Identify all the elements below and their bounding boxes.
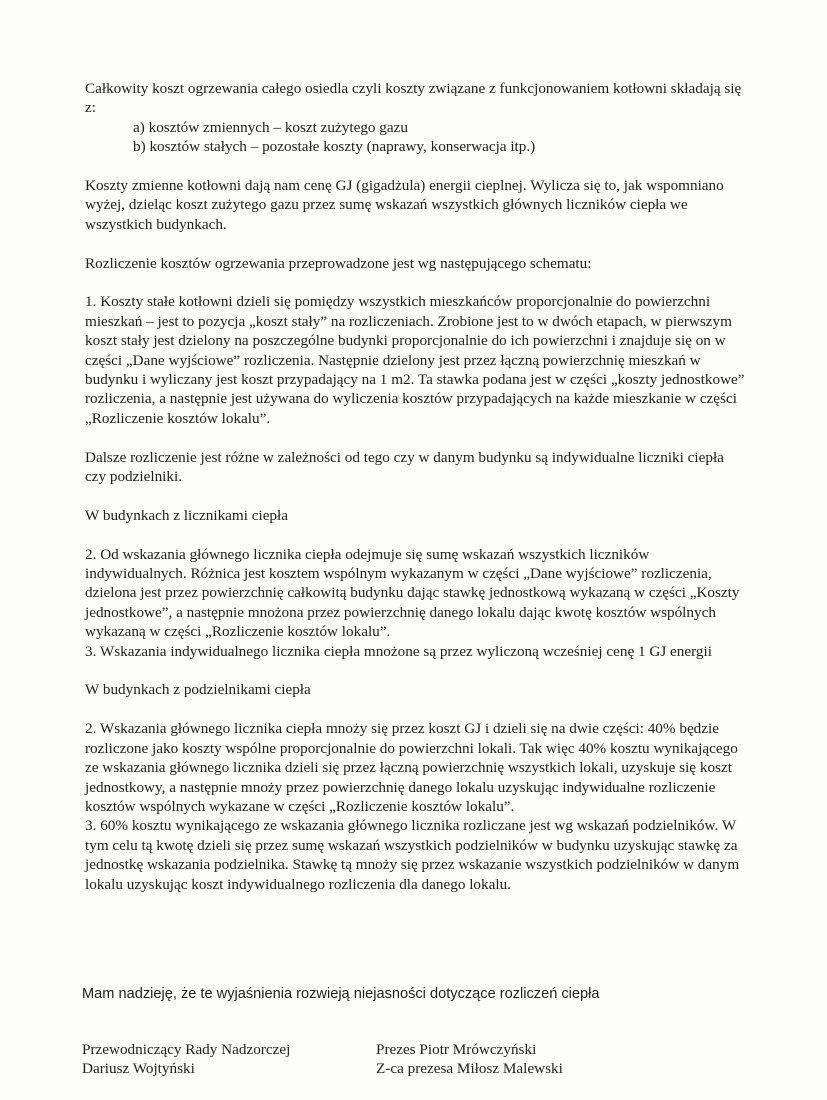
document-body xyxy=(85,79,745,894)
closing-sentence: Mam nadzieję, że te wyjaśnienia rozwieją niejasności dotyczące rozliczeń ciepła xyxy=(82,986,600,1002)
signature-left-title: Przewodniczący Rady Nadzorczej xyxy=(82,1041,291,1058)
signature-right xyxy=(376,1040,676,1078)
list-item-variable-costs: a) kosztów zmiennych – koszt zużytego gazu xyxy=(133,118,408,136)
meters-point-3: 3. Wskazania indywidualnego licznika ciepła mnożone są przez wyliczoną wcześniej cenę 1 GJ energii xyxy=(85,642,712,660)
schema-intro-paragraph: Rozliczenie kosztów ogrzewania przeprowadzone jest wg następującego schematu: xyxy=(85,254,592,272)
meters-section-heading: W budynkach z licznikami ciepła xyxy=(85,506,288,524)
fixed-costs-paragraph: 1. Koszty stałe kotłowni dzieli się pomiędzy wszystkich mieszkańców proporcjonalnie do powierzchni mieszkań – jest to pozycja „koszt stały” na rozliczeniach. Zrobione jest to w dwóch etapach, w pierwszym koszt stały jest dzielony na poszczególne budynki proporcjonalnie do ich powierzchni i znajduje się on w części „Dane wyjściowe” rozliczenia. Następnie dzielony jest przez łączną powierzchnię mieszkań w budynku i wyliczany jest koszt przypadający na 1 m2. Ta stawka podana jest w części „koszty jednostkowe” rozliczenia, a następnie jest używana do wyliczenia kosztów przypadających na każde mieszkanie w części „Rozliczenie kosztów lokalu”. xyxy=(85,293,745,427)
dividers-point-3: 3. 60% kosztu wynikającego ze wskazania głównego licznika rozliczane jest wg wskazań podzielników. W tym celu tą kwotę dzieli się przez sumę wskazań wszystkich podzielników w budynku uzyskując stawkę za jednostkę wskazania podzielnika. Stawkę tą mnoży się przez wskazanie wszystkich podzielników w danym lokalu uzyskując koszt indywidualnego rozliczenia dla danego lokalu. xyxy=(85,817,740,893)
meters-point-2: 2. Od wskazania głównego licznika ciepła odejmuje się sumę wskazań wszystkich liczników indywidualnych. Różnica jest kosztem wspólnym wykazanym w części „Dane wyjściowe” rozliczenia, dzielona jest przez powierzchnię całkowitą budynku dając stawkę jednostkową wykazaną w części „Koszty jednostkowe”, a następnie mnożona przez powierzchnię danego lokalu dając kwotę kosztów wspólnych wykazaną w części „Rozliczenie kosztów lokalu”. xyxy=(85,545,740,641)
intro-section xyxy=(85,79,745,157)
signature-right-name: Z-ca prezesa Miłosz Malewski xyxy=(376,1060,563,1077)
signature-right-title: Prezes Piotr Mrówczyński xyxy=(376,1041,537,1058)
signature-left-name: Dariusz Wojtyński xyxy=(82,1060,195,1077)
signature-left xyxy=(82,1040,362,1078)
variable-costs-paragraph: Koszty zmienne kotłowni dają nam cenę GJ (gigadżula) energii cieplnej. Wylicza się to, jak wspomniano wyżej, dzieląc koszt zużytego gazu przez sumę wskazań wszystkich głównych liczników ciepła we wszystkich budynkach. xyxy=(85,177,724,233)
dividers-section-heading: W budynkach z podzielnikami ciepła xyxy=(85,681,311,699)
spacer xyxy=(85,661,745,680)
intro-paragraph: Całkowity koszt ogrzewania całego osiedla czyli koszty związane z funkcjonowaniem kotłowni składają się z: xyxy=(85,80,742,117)
list-item-fixed-costs: b) kosztów stałych – pozostałe koszty (naprawy, konserwacja itp.) xyxy=(133,138,536,156)
dividers-point-2: 2. Wskazania głównego licznika ciepła mnoży się przez koszt GJ i dzieli się na dwie części: 40% będzie rozliczone jako koszty wspólne proporcjonalnie do powierzchni lokali. Tak więc 40% kosztu wynikającego ze wskazania głównego licznika dzieli się przez łączną powierzchnię wszystkich lokali, uzyskuje się koszt jednostkowy, a następnie mnoży przez powierzchnię danego lokalu uzyskując indywidualne rozliczenie kosztów wspólnych wykazane w części „Rozliczenie kosztów lokalu”. xyxy=(85,720,738,815)
further-paragraph: Dalsze rozliczenie jest różne w zależności od tego czy w danym budynku są indywidualne liczniki ciepła czy podzielniki. xyxy=(85,448,724,486)
